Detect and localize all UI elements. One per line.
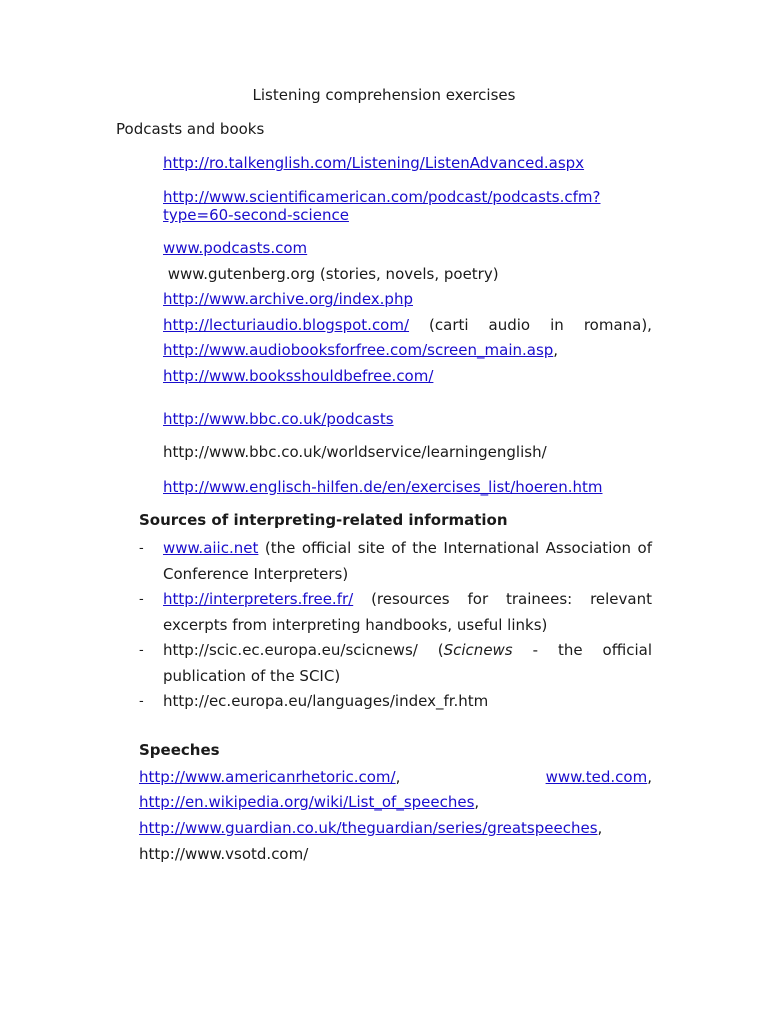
audiobooks-line <box>163 341 558 359</box>
bbc-worldservice-text: http://www.bbc.co.uk/worldservice/learningenglish/ <box>163 443 547 461</box>
speeches-heading: Speeches <box>139 741 220 759</box>
wikipedia-comma: , <box>474 793 480 811</box>
ted-link[interactable]: www.ted.com <box>545 768 648 786</box>
englisch-hilfen-line <box>163 478 603 496</box>
scic-text-start: http://scic.ec.europa.eu/scicnews/ ( <box>163 641 444 659</box>
talkenglish-line <box>163 154 584 172</box>
europa-text: http://ec.europa.eu/languages/index_fr.htm <box>163 692 489 710</box>
carti-word-2: audio <box>488 316 531 334</box>
source-item-aiic <box>139 536 652 587</box>
audiobooks-comma: , <box>553 341 559 359</box>
carti-word-1: (carti <box>429 316 469 334</box>
englisch-hilfen-link[interactable]: http://www.englisch-hilfen.de/en/exercises_list/hoeren.htm <box>163 478 603 496</box>
aiic-description: (the official site of the International Association of Conference Interpreters) <box>163 539 652 583</box>
booksshouldbefree-link[interactable]: http://www.booksshouldbefree.com/ <box>163 367 434 385</box>
guardian-comma: , <box>597 819 603 837</box>
bbc-podcasts-link[interactable]: http://www.bbc.co.uk/podcasts <box>163 410 394 428</box>
gutenberg-text: www.gutenberg.org (stories, novels, poetry) <box>163 265 499 283</box>
americanrhetoric-item <box>139 768 400 786</box>
scientificamerican-link-part1: http://www.scientificamerican.com/podcast/podcasts.cfm? <box>163 188 601 206</box>
carti-word-4: romana), <box>583 316 652 334</box>
ted-comma: , <box>647 768 652 786</box>
podcasts-com-line <box>163 239 307 257</box>
interpreters-description: (resources for trainees: relevant excerpts from interpreting handbooks, useful links) <box>163 590 652 634</box>
sciam-line <box>163 188 600 224</box>
carti-word-3: in <box>550 316 564 334</box>
bbc-podcasts-line <box>163 410 394 428</box>
source-item-interpreters <box>139 587 652 638</box>
audiobooksforfree-link[interactable]: http://www.audiobooksforfree.com/screen_main.asp <box>163 341 554 359</box>
wikipedia-speeches-link[interactable]: http://en.wikipedia.org/wiki/List_of_speeches <box>139 793 475 811</box>
booksshould-line <box>163 367 433 385</box>
source-item-scic <box>139 638 652 689</box>
lecturiaudio-link[interactable]: http://lecturiaudio.blogspot.com/ <box>163 316 410 334</box>
podcasts-heading: Podcasts and books <box>116 120 265 138</box>
sources-heading: Sources of interpreting-related information <box>139 511 508 529</box>
guardian-speeches-link[interactable]: http://www.guardian.co.uk/theguardian/series/greatspeeches <box>139 819 598 837</box>
source-item-europa <box>139 689 652 715</box>
page-title: Listening comprehension exercises <box>252 86 516 104</box>
archive-link[interactable]: http://www.archive.org/index.php <box>163 290 413 308</box>
speeches-line-1 <box>139 768 652 786</box>
ted-item <box>546 768 652 786</box>
sources-list <box>139 536 652 715</box>
speeches-line-2 <box>139 793 479 811</box>
speeches-line-3 <box>139 819 602 837</box>
lecturi-line <box>163 316 652 334</box>
scientificamerican-link[interactable] <box>163 188 600 224</box>
archive-line <box>163 290 413 308</box>
scicnews-italic: Scicnews <box>443 641 513 659</box>
americanrhetoric-comma: , <box>395 768 401 786</box>
interpreters-link[interactable]: http://interpreters.free.fr/ <box>163 590 354 608</box>
vsotd-text: http://www.vsotd.com/ <box>139 845 309 863</box>
talkenglish-link[interactable]: http://ro.talkenglish.com/Listening/ListenAdvanced.aspx <box>163 154 585 172</box>
podcasts-com-link[interactable]: www.podcasts.com <box>163 239 308 257</box>
americanrhetoric-link[interactable]: http://www.americanrhetoric.com/ <box>139 768 396 786</box>
scientificamerican-link-part2: type=60-second-science <box>163 206 349 224</box>
scic-text-end: - the official publication of the SCIC) <box>163 641 652 685</box>
aiic-link[interactable]: www.aiic.net <box>163 539 259 557</box>
